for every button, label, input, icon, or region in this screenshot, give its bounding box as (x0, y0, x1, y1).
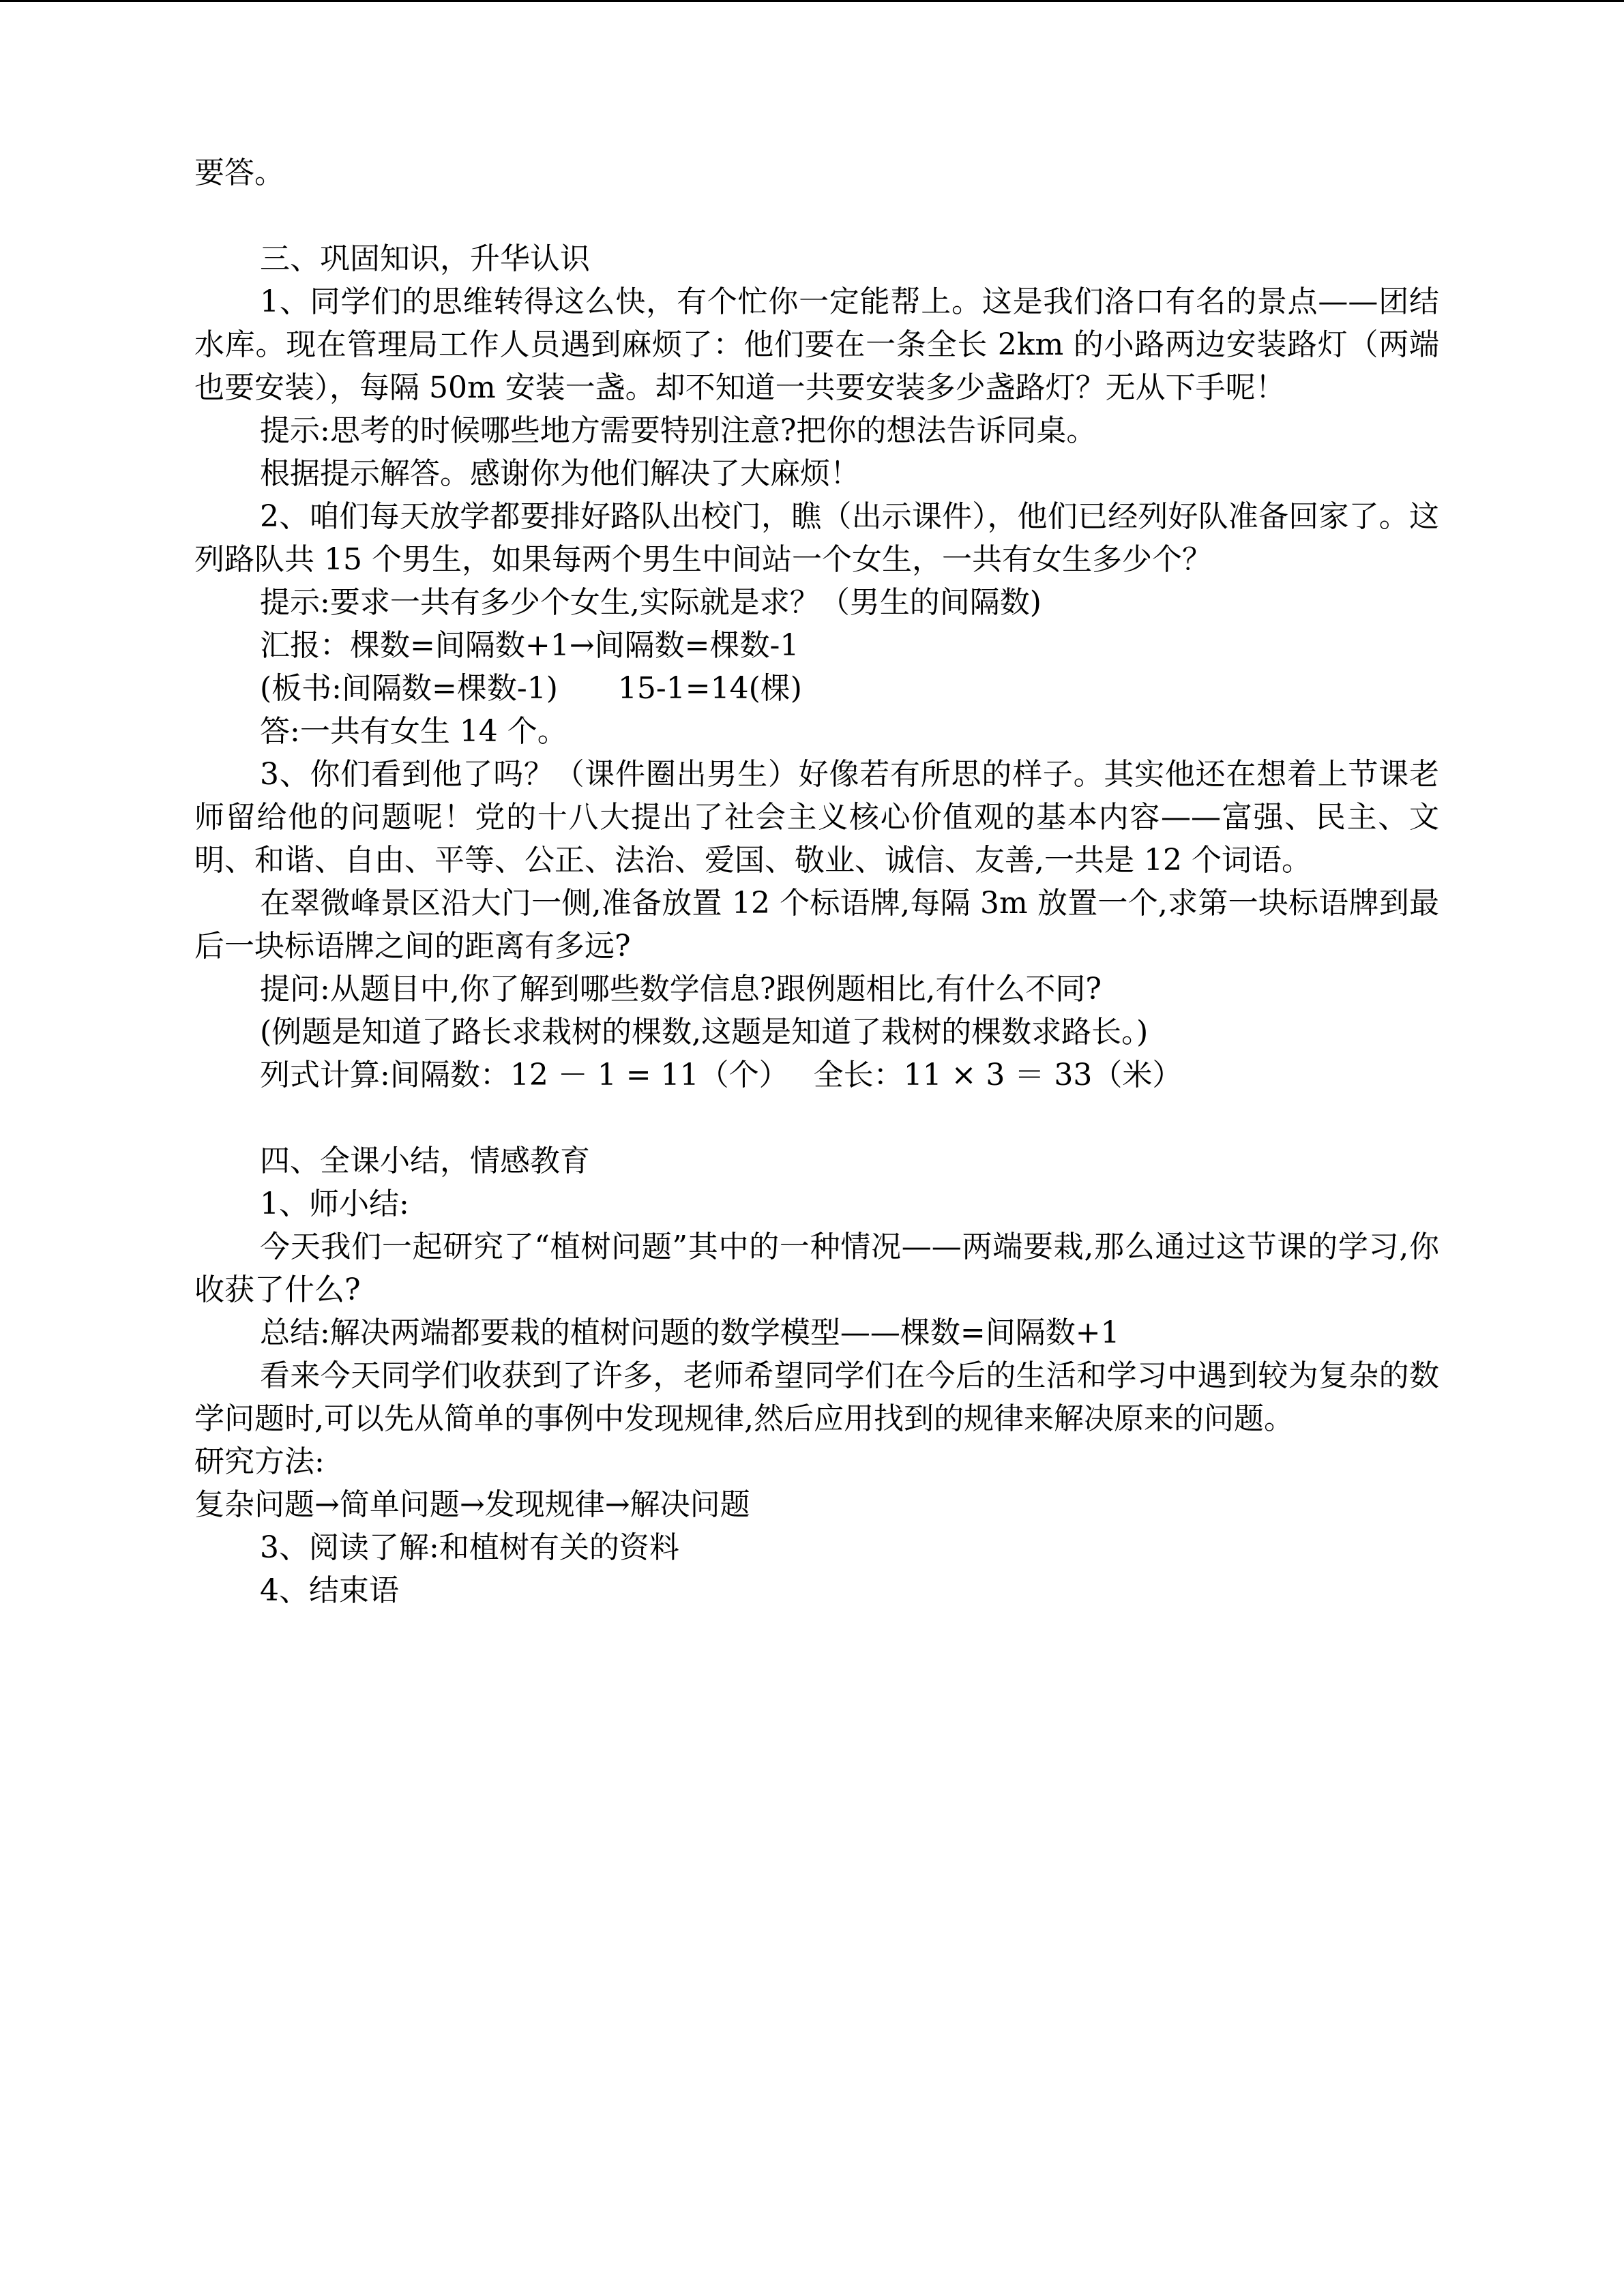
paragraph: 提问:从题目中,你了解到哪些数学信息?跟例题相比,有什么不同? (260, 972, 1102, 1007)
paragraph: 列式计算:间隔数：12 － 1 = 11（个） 全长：11 × 3 ＝ 33（米） (260, 1058, 1183, 1092)
paragraph: 总结:解决两端都要栽的植树问题的数学模型——棵数=间隔数+1 (260, 1315, 1120, 1350)
paragraph: 要答。 (194, 155, 284, 190)
document-body (194, 151, 1439, 1612)
paragraph: 1、同学们的思维转得这么快，有个忙你一定能帮上。这是我们洛口有名的景点——团结水库。现在管理局工作人员遇到麻烦了：他们要在一条全长 2km 的小路两边安装路灯（两端也要安装），每隔 50m 安装一盏。却不知道一共要安装多少盏路灯？无从下手呢！ (194, 284, 1439, 405)
page-top-border (0, 0, 1624, 2)
paragraph: 在翠微峰景区沿大门一侧,准备放置 12 个标语牌,每隔 3m 放置一个,求第一块标语牌到最后一块标语牌之间的距离有多远? (194, 886, 1439, 964)
paragraph: 1、师小结: (260, 1187, 409, 1221)
paragraph: 3、你们看到他了吗？（课件圈出男生）好像若有所思的样子。其实他还在想着上节课老师留给他的问题呢！党的十八大提出了社会主义核心价值观的基本内容——富强、民主、文明、和谐、自由、平等、公正、法治、爱国、敬业、诚信、友善,一共是 12 个词语。 (194, 757, 1439, 878)
paragraph: 提示:要求一共有多少个女生,实际就是求？（男生的间隔数) (260, 585, 1042, 620)
section-heading: 四、全课小结，情感教育 (260, 1144, 590, 1178)
paragraph: 看来今天同学们收获到了许多，老师希望同学们在今后的生活和学习中遇到较为复杂的数学问题时,可以先从简单的事例中发现规律,然后应用找到的规律来解决原来的问题。 (194, 1358, 1439, 1436)
paragraph: 2、咱们每天放学都要排好路队出校门，瞧（出示课件），他们已经列好队准备回家了。这列路队共 15 个男生，如果每两个男生中间站一个女生，一共有女生多少个？ (194, 499, 1439, 577)
paragraph: 今天我们一起研究了“植树问题”其中的一种情况——两端要栽,那么通过这节课的学习,你收获了什么? (194, 1229, 1439, 1307)
section-heading: 三、巩固知识，升华认识 (260, 241, 590, 276)
paragraph: 汇报：棵数=间隔数+1→间隔数=棵数-1 (260, 628, 799, 663)
paragraph: 提示:思考的时候哪些地方需要特别注意?把你的想法告诉同桌。 (260, 413, 1097, 448)
paragraph: 研究方法: (194, 1444, 325, 1479)
paragraph: 复杂问题→简单问题→发现规律→解决问题 (194, 1487, 750, 1522)
paragraph: 根据提示解答。感谢你为他们解决了大麻烦！ (260, 456, 860, 491)
paragraph: 4、结束语 (260, 1573, 399, 1608)
paragraph: (板书:间隔数=棵数-1) 15-1=14(棵) (260, 671, 802, 706)
blank-line (194, 194, 1439, 237)
paragraph: 3、阅读了解:和植树有关的资料 (260, 1530, 679, 1565)
paragraph: 答:一共有女生 14 个。 (260, 714, 567, 749)
blank-line (194, 1097, 1439, 1139)
paragraph: (例题是知道了路长求栽树的棵数,这题是知道了栽树的棵数求路长。) (260, 1015, 1149, 1049)
